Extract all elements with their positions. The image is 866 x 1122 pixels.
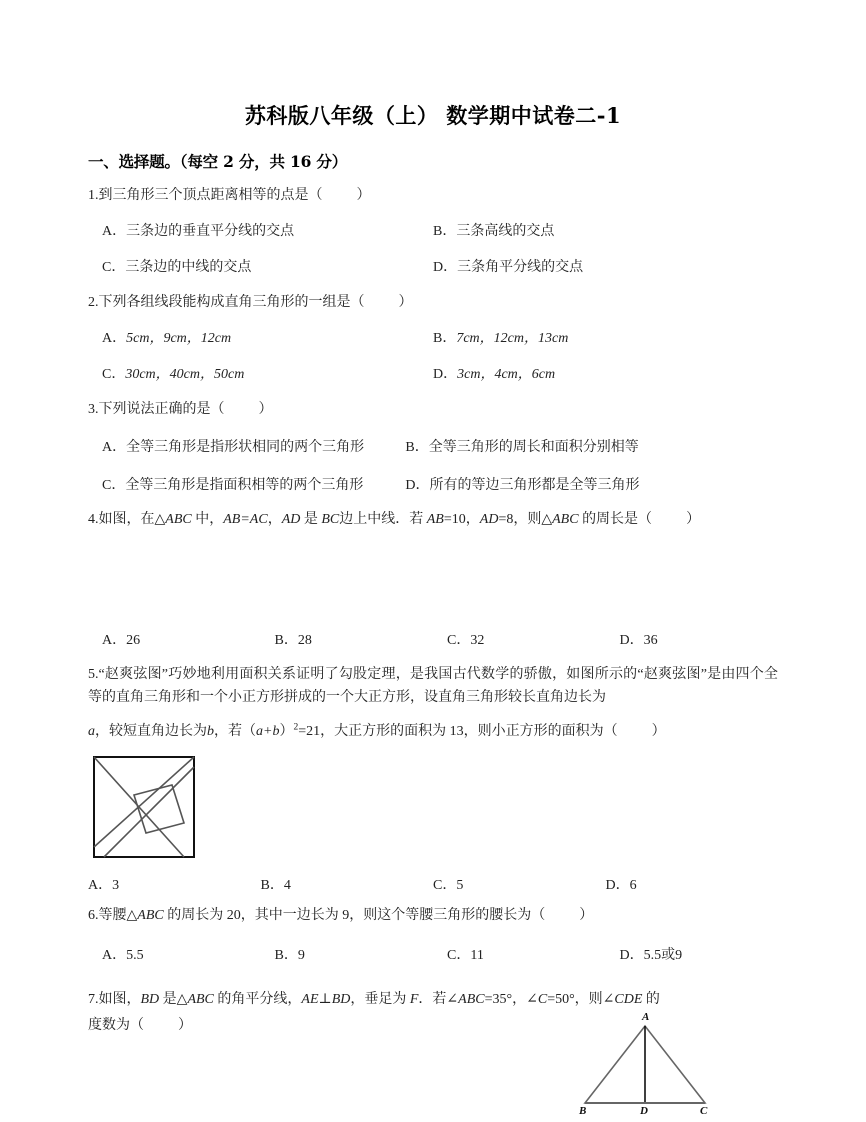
q7-var-ae: AE xyxy=(301,992,319,1007)
question-1-option-d[interactable]: D．三条角平分线的交点 xyxy=(433,260,584,276)
q7-text: 的角平分线， xyxy=(213,992,302,1007)
option-b-value: 7cm，12cm，13cm xyxy=(456,331,569,347)
q7-var-bd: BD xyxy=(140,992,160,1007)
question-5-option-a[interactable]: A．3 xyxy=(88,878,120,894)
question-1-options-row-2 xyxy=(88,257,778,279)
option-c-label: C． xyxy=(102,366,126,382)
q5-text: ，较短直角边长为 xyxy=(95,724,207,740)
q7-text: 度数为（ xyxy=(88,1018,144,1034)
question-5-options xyxy=(88,875,778,897)
q7-text: =35°，∠ xyxy=(484,992,538,1007)
q5-text: ） xyxy=(279,724,294,740)
option-b-label: B． xyxy=(433,331,457,347)
question-2-stem-prefix: 2.下列各组线段能构成直角三角形的一组是（ xyxy=(88,294,365,310)
question-3-option-b[interactable]: B．全等三角形的周长和面积分别相等 xyxy=(405,439,639,455)
question-4-option-a[interactable]: A．26 xyxy=(102,632,141,648)
question-2-option-b[interactable] xyxy=(433,328,778,350)
q4-var-ab-ac: AB=AC xyxy=(223,512,268,528)
question-6-option-a[interactable]: A．5.5 xyxy=(102,948,144,964)
question-2-options-row-1 xyxy=(88,328,778,350)
section-heading: 一、选择题。（每空 2 分，共 16 分） xyxy=(88,152,347,171)
question-1-stem xyxy=(88,185,778,207)
q4-text: 是 xyxy=(300,512,322,528)
question-4-options xyxy=(88,630,778,652)
q6-text: 6.等腰△ xyxy=(88,907,138,923)
question-4-stem xyxy=(88,509,778,531)
question-2-options-row-2 xyxy=(88,364,778,386)
question-5-stem-line-2 xyxy=(88,721,778,743)
q4-text: 边上中线．若 xyxy=(339,512,427,528)
question-1-stem-prefix: 1.到三角形三个顶点距离相等的点是（ xyxy=(88,188,323,203)
q5-superscript: 2 xyxy=(293,722,299,733)
q5-text: =21，大正方形的面积为 13，则小正方形的面积为（ xyxy=(298,724,618,740)
question-3-stem-prefix: 3.下列说法正确的是（ xyxy=(88,401,225,417)
question-2-option-d[interactable] xyxy=(433,364,778,386)
question-5-stem-line-1: 5.“赵爽弦图”巧妙地利用面积关系证明了勾股定理，是我国古代数学的骄傲，如图所示的“赵爽弦图”是由四个全等的直角三角形和一个小正方形拼成的一个大正方形，设直角三角形较长直角边长为 xyxy=(88,667,778,705)
question-1-option-c[interactable]: C．三条边的中线的交点 xyxy=(102,260,252,276)
question-1-stem-suffix: ） xyxy=(356,188,371,203)
question-5-option-c[interactable]: C．5 xyxy=(433,878,464,894)
q7-var-c: C xyxy=(537,992,548,1007)
q4-var-ab: AB xyxy=(426,512,444,528)
option-c-value: 30cm，40cm，50cm xyxy=(125,366,245,382)
question-6-option-c[interactable]: C．11 xyxy=(447,948,484,964)
q4-var-bc: BC xyxy=(321,512,340,528)
option-a-value: 5cm，9cm，12cm xyxy=(126,331,232,347)
question-5 xyxy=(88,664,778,897)
q4-var-ad2: AD xyxy=(479,512,499,528)
label-a: A xyxy=(642,1011,650,1024)
option-a-label: A． xyxy=(102,331,127,347)
q4-text: =10， xyxy=(443,512,480,528)
question-4-option-c[interactable]: C．32 xyxy=(447,632,485,648)
q4-text: 的周长是（ xyxy=(578,512,653,528)
question-3-option-c[interactable]: C．全等三角形是指面积相等的两个三角形 xyxy=(102,477,364,493)
question-2-stem-suffix: ） xyxy=(398,294,413,310)
question-1 xyxy=(88,185,778,279)
question-6-option-d[interactable]: D．5.5或9 xyxy=(619,948,683,964)
q5-var-apb: a+b xyxy=(256,724,280,740)
q5-var-b: b xyxy=(207,724,214,740)
zhaoshuang-xiantu-figure xyxy=(88,752,206,862)
question-4-option-b[interactable]: B．28 xyxy=(274,632,312,648)
q7-text: 是△ xyxy=(159,992,188,1007)
q7-text: 的 xyxy=(642,992,660,1007)
q7-var-abc2: ABC xyxy=(458,992,485,1007)
label-c: C xyxy=(700,1105,708,1117)
q7-text: ） xyxy=(178,1018,192,1034)
label-b: B xyxy=(579,1105,587,1117)
page-title: 苏科版八年级（上） 数学期中试卷二-1 xyxy=(244,103,622,128)
q4-text: =8，则△ xyxy=(498,512,553,528)
question-2-option-c[interactable] xyxy=(88,364,433,386)
q7-text: 7.如图， xyxy=(88,992,141,1007)
q7-text: ，垂足为 xyxy=(350,992,410,1007)
option-d-value: 3cm，4cm，6cm xyxy=(457,366,556,382)
q7-var-bd2: BD xyxy=(331,992,351,1007)
q7-var-f: F xyxy=(409,992,419,1007)
q5-var-a: a xyxy=(88,724,95,740)
q4-var-ad: AD xyxy=(281,512,301,528)
question-3-option-d[interactable]: D．所有的等边三角形都是全等三角形 xyxy=(405,477,640,493)
q4-text: ） xyxy=(686,512,701,528)
question-3-option-a[interactable]: A．全等三角形是指形状相同的两个三角形 xyxy=(102,439,365,455)
question-1-option-b[interactable]: B．三条高线的交点 xyxy=(433,224,555,240)
question-3-options-row-1 xyxy=(88,437,778,459)
q4-text: 4.如图，在△ xyxy=(88,512,166,528)
q5-text: ，若（ xyxy=(214,724,256,740)
q4-text: 中， xyxy=(191,512,224,528)
question-2-option-a[interactable] xyxy=(88,328,433,350)
question-6 xyxy=(88,905,778,967)
question-1-option-a[interactable]: A．三条边的垂直平分线的交点 xyxy=(102,224,295,240)
label-d: D xyxy=(640,1105,648,1117)
q5-text: ） xyxy=(651,724,666,740)
question-6-options xyxy=(88,945,778,967)
q4-var-abc: ABC xyxy=(165,512,192,528)
question-3 xyxy=(88,399,778,497)
question-3-options-row-2 xyxy=(88,475,778,497)
q6-text: ） xyxy=(579,907,594,923)
option-d-label: D． xyxy=(433,366,458,382)
question-3-stem xyxy=(88,399,778,421)
question-3-stem-suffix: ） xyxy=(258,401,273,417)
q6-text: 的周长为 20，其中一边长为 9，则这个等腰三角形的腰长为（ xyxy=(163,907,546,923)
q4-var-abc2: ABC xyxy=(552,512,579,528)
question-5-option-b[interactable]: B．4 xyxy=(260,878,291,894)
question-5-option-d[interactable]: D．6 xyxy=(605,878,637,894)
q7-var-abc: ABC xyxy=(187,992,214,1007)
question-6-option-b[interactable]: B．9 xyxy=(274,948,305,964)
question-2 xyxy=(88,292,778,386)
q7-text: =50°，则∠ xyxy=(547,992,615,1007)
q7-var-cde: CDE xyxy=(614,992,643,1007)
question-2-stem xyxy=(88,292,778,314)
question-1-options-row-1 xyxy=(88,221,778,243)
question-4-option-d[interactable]: D．36 xyxy=(619,632,658,648)
q7-text: ⊥ xyxy=(318,992,332,1007)
q6-var-abc: ABC xyxy=(137,907,164,923)
triangle-abc-figure xyxy=(558,1006,708,1116)
q4-text: ， xyxy=(267,512,282,528)
q7-text: ．若∠ xyxy=(418,992,459,1007)
question-6-stem xyxy=(88,905,778,927)
